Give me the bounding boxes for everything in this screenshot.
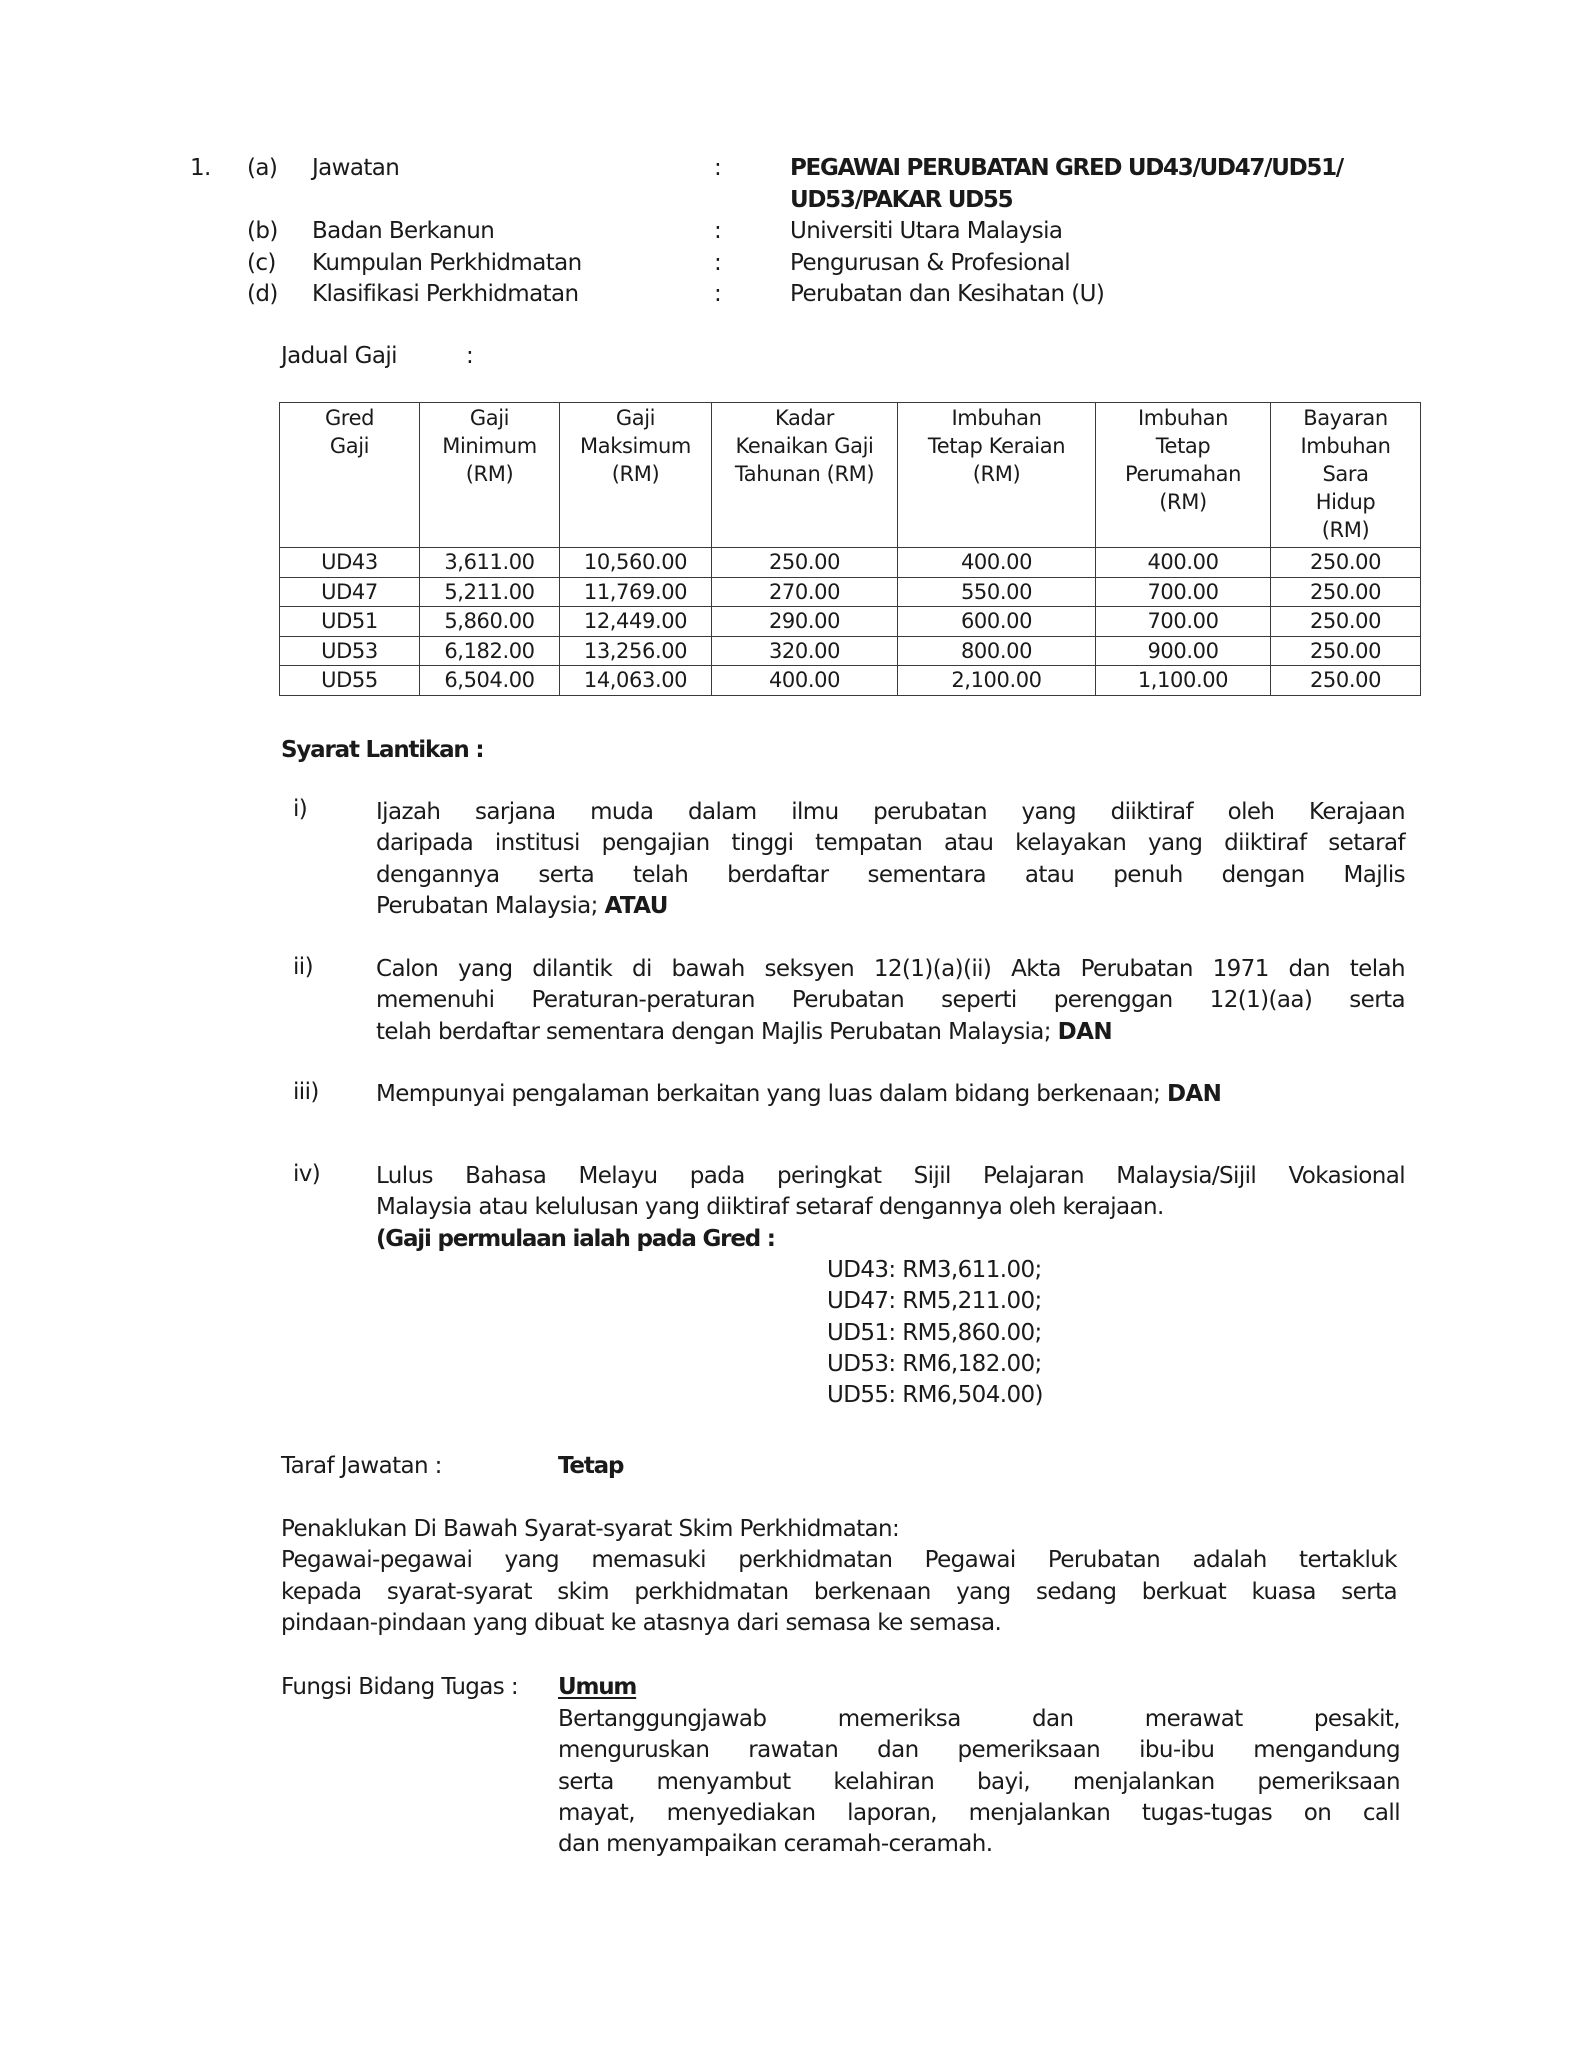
requirement-connector: DAN [1057, 1018, 1112, 1045]
table-row [280, 636, 1421, 666]
duties-line: mayat, menyediakan laporan, menjalankan tugas-tugas on call [558, 1799, 1400, 1826]
amount-cell: 900.00 [1096, 636, 1271, 666]
field-value-jawatan-line2: UD53/PAKAR UD55 [790, 187, 1013, 213]
column-header-line: (RM) [611, 462, 660, 486]
duties-label: Fungsi Bidang Tugas : [281, 1674, 519, 1700]
grade-cell: UD53 [280, 636, 420, 666]
column-header-line: (RM) [972, 462, 1021, 486]
starting-salary-list [827, 1255, 1227, 1411]
requirement-marker: iv) [293, 1161, 321, 1187]
salary-table-colon: : [466, 343, 474, 369]
amount-cell: 14,063.00 [560, 666, 712, 696]
amount-cell: 6,504.00 [420, 666, 560, 696]
column-header [420, 403, 560, 548]
amount-cell: 3,611.00 [420, 548, 560, 578]
column-header [1096, 403, 1271, 548]
requirement-line: Malaysia atau kelulusan yang diiktiraf setaraf dengannya oleh kerajaan. [376, 1194, 1164, 1221]
field-letter-d: (d) [247, 281, 278, 307]
grade-cell: UD51 [280, 607, 420, 637]
requirement-item-2 [376, 954, 1405, 1048]
starting-salary-entry: UD53: RM6,182.00; [827, 1350, 1042, 1377]
field-colon: : [714, 281, 722, 307]
requirement-marker: i) [293, 796, 308, 822]
table-row [280, 607, 1421, 637]
column-header-line: Gred [324, 406, 375, 430]
grade-cell: UD47 [280, 577, 420, 607]
amount-cell: 270.00 [712, 577, 898, 607]
field-letter-a: (a) [247, 155, 278, 181]
column-header-line: Imbuhan [951, 406, 1042, 430]
column-header-line: Imbuhan [1300, 434, 1391, 458]
field-value-jawatan-line1: PEGAWAI PERUBATAN GRED UD43/UD47/UD51/ [790, 155, 1343, 181]
duties-line: serta menyambut kelahiran bayi, menjalankan pemeriksaan [558, 1768, 1400, 1795]
item-number: 1. [190, 155, 211, 181]
column-header-line: Imbuhan [1138, 406, 1228, 430]
amount-cell: 700.00 [1096, 607, 1271, 637]
column-header-line: (RM) [465, 462, 514, 486]
status-value: Tetap [558, 1453, 624, 1479]
table-row [280, 577, 1421, 607]
duties-body [558, 1704, 1400, 1860]
amount-cell: 250.00 [1271, 666, 1421, 696]
status-label: Taraf Jawatan : [281, 1453, 442, 1479]
amount-cell: 290.00 [712, 607, 898, 637]
requirements-title: Syarat Lantikan : [281, 737, 484, 763]
amount-cell: 11,769.00 [560, 577, 712, 607]
requirement-connector: ATAU [604, 892, 668, 919]
column-header-line: Bayaran [1303, 406, 1388, 430]
amount-cell: 250.00 [712, 548, 898, 578]
field-label-badan-berkanun: Badan Berkanun [312, 218, 495, 244]
salary-table-body [280, 548, 1421, 696]
amount-cell: 250.00 [1271, 636, 1421, 666]
requirement-connector: DAN [1166, 1081, 1222, 1107]
amount-cell: 550.00 [898, 577, 1096, 607]
amount-cell: 250.00 [1271, 607, 1421, 637]
field-label-kumpulan: Kumpulan Perkhidmatan [312, 250, 582, 276]
requirement-line: Calon yang dilantik di bawah seksyen 12(1)(a)(ii) Akta Perubatan 1971 dan telah [376, 956, 1405, 982]
requirement-line: Ijazah sarjana muda dalam ilmu perubatan yang diiktiraf oleh Kerajaan [376, 799, 1405, 825]
conditions-line: kepada syarat-syarat skim perkhidmatan berkenaan yang sedang berkuat kuasa serta [281, 1578, 1397, 1605]
salary-table-label: Jadual Gaji [281, 343, 397, 369]
amount-cell: 5,211.00 [420, 577, 560, 607]
column-header [1271, 403, 1421, 548]
amount-cell: 13,256.00 [560, 636, 712, 666]
column-header-line: Perumahan [1125, 462, 1241, 486]
grade-cell: UD55 [280, 666, 420, 696]
amount-cell: 1,100.00 [1096, 666, 1271, 696]
column-header-line: Gaji [615, 406, 656, 430]
field-colon: : [714, 250, 722, 276]
salary-table-header-row [280, 403, 1421, 548]
amount-cell: 6,182.00 [420, 636, 560, 666]
amount-cell: 2,100.00 [898, 666, 1096, 696]
field-letter-b: (b) [247, 218, 278, 244]
field-label-jawatan: Jawatan [312, 155, 400, 181]
duties-line: Bertanggungjawab memeriksa dan merawat pesakit, [558, 1706, 1400, 1732]
starting-salary-entry: UD55: RM6,504.00) [827, 1382, 1043, 1409]
field-label-klasifikasi: Klasifikasi Perkhidmatan [312, 281, 579, 307]
amount-cell: 10,560.00 [560, 548, 712, 578]
conditions-section [281, 1514, 1397, 1639]
starting-salary-entry: UD47: RM5,211.00; [827, 1288, 1042, 1315]
amount-cell: 250.00 [1271, 548, 1421, 578]
field-colon: : [714, 218, 722, 244]
column-header [712, 403, 898, 548]
column-header-line: (RM) [1159, 490, 1207, 514]
amount-cell: 12,449.00 [560, 607, 712, 637]
grade-cell: UD43 [280, 548, 420, 578]
field-value-badan-berkanun: Universiti Utara Malaysia [790, 218, 1063, 244]
field-value-kumpulan: Pengurusan & Profesional [790, 250, 1071, 276]
column-header-line: Maksimum [580, 434, 691, 458]
starting-salary-heading: (Gaji permulaan ialah pada Gred : [376, 1225, 775, 1252]
amount-cell: 800.00 [898, 636, 1096, 666]
column-header-line: (RM) [1321, 518, 1370, 542]
column-header [280, 403, 420, 548]
column-header [898, 403, 1096, 548]
requirement-line: memenuhi Peraturan-peraturan Perubatan seperti perenggan 12(1)(aa) serta [376, 987, 1405, 1014]
amount-cell: 250.00 [1271, 577, 1421, 607]
requirement-item-1 [376, 797, 1405, 922]
column-header-line: Tetap Keraian [927, 434, 1066, 458]
amount-cell: 320.00 [712, 636, 898, 666]
duties-heading: Umum [558, 1674, 637, 1700]
amount-cell: 700.00 [1096, 577, 1271, 607]
requirement-line: Lulus Bahasa Melayu pada peringkat Sijil Pelajaran Malaysia/Sijil Vokasional [376, 1163, 1405, 1189]
requirement-marker: ii) [293, 954, 313, 980]
duties-line: dan menyampaikan ceramah-ceramah. [558, 1831, 993, 1858]
column-header-line: Hidup [1315, 490, 1376, 514]
conditions-line: pindaan-pindaan yang dibuat ke atasnya dari semasa ke semasa. [281, 1609, 1002, 1636]
column-header [560, 403, 712, 548]
amount-cell: 400.00 [1096, 548, 1271, 578]
salary-table [279, 402, 1421, 696]
starting-salary-entry: UD51: RM5,860.00; [827, 1319, 1042, 1346]
amount-cell: 5,860.00 [420, 607, 560, 637]
conditions-line: Pegawai-pegawai yang memasuki perkhidmatan Pegawai Perubatan adalah tertakluk [281, 1547, 1397, 1574]
column-header-line: Tahunan (RM) [734, 462, 875, 486]
column-header-line: Kenaikan Gaji [735, 434, 874, 458]
requirement-item-4 [376, 1161, 1405, 1255]
column-header-line: Tetap [1155, 434, 1211, 458]
column-header-line: Minimum [442, 434, 537, 458]
requirement-line: Perubatan Malaysia; [376, 892, 605, 919]
table-row [280, 666, 1421, 696]
requirement-line: telah berdaftar sementara dengan Majlis Perubatan Malaysia; [376, 1018, 1058, 1045]
duties-line: menguruskan rawatan dan pemeriksaan ibu-ibu mengandung [558, 1737, 1400, 1764]
requirement-item-3 [376, 1079, 1405, 1110]
amount-cell: 400.00 [712, 666, 898, 696]
column-header-line: Gaji [469, 406, 510, 430]
conditions-title: Penaklukan Di Bawah Syarat-syarat Skim Perkhidmatan: [281, 1516, 900, 1542]
starting-salary-entry: UD43: RM3,611.00; [827, 1257, 1042, 1283]
requirement-line: dengannya serta telah berdaftar sementara atau penuh dengan Majlis [376, 861, 1405, 888]
column-header-line: Kadar [774, 406, 835, 430]
amount-cell: 600.00 [898, 607, 1096, 637]
column-header-line: Sara [1322, 462, 1369, 486]
field-letter-c: (c) [247, 250, 276, 276]
column-header-line: Gaji [329, 434, 370, 458]
requirement-line: Mempunyai pengalaman berkaitan yang luas dalam bidang berkenaan; [376, 1081, 1167, 1107]
table-row [280, 548, 1421, 578]
field-colon: : [714, 155, 722, 181]
requirement-marker: iii) [293, 1079, 319, 1105]
requirement-line: daripada institusi pengajian tinggi tempatan atau kelayakan yang diiktiraf setaraf [376, 830, 1405, 857]
field-value-klasifikasi: Perubatan dan Kesihatan (U) [790, 281, 1105, 307]
amount-cell: 400.00 [898, 548, 1096, 578]
